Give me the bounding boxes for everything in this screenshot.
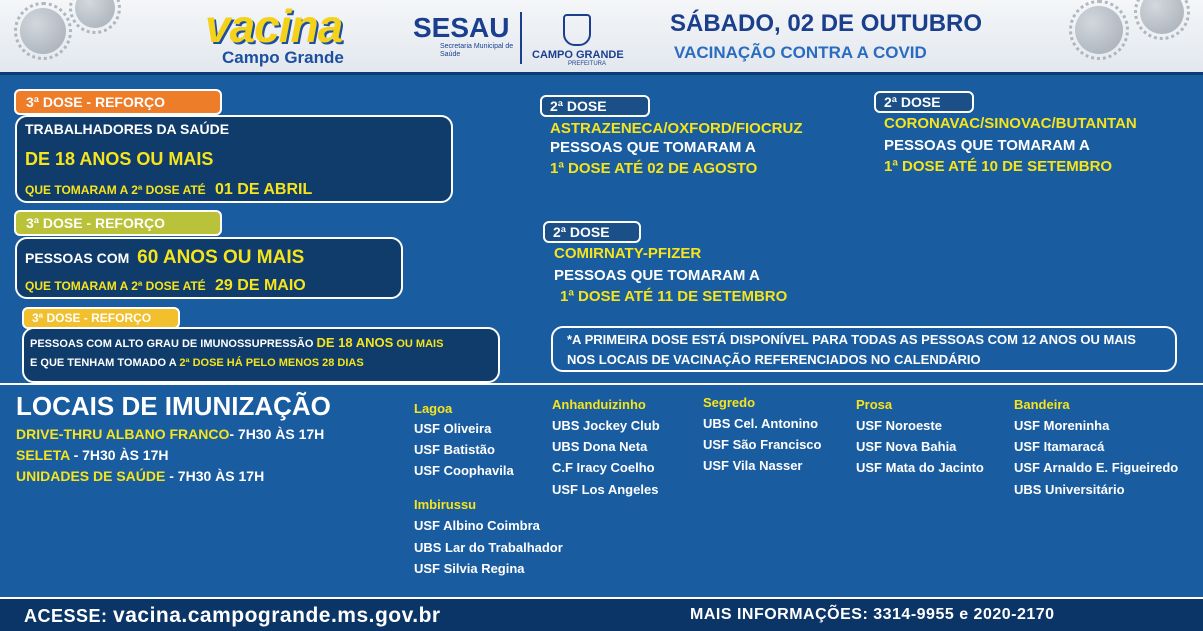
dose2-astra-vaccine: ASTRAZENECA/OXFORD/FIOCRUZ [550,120,803,137]
sesau-subtitle: Secretaria Municipal de Saúde [440,43,514,58]
locais-seleta [16,447,169,463]
region-imbirussu: Imbirussu [414,497,477,512]
header-banner [0,0,1203,72]
unit-item: USF Mata do Jacinto [856,460,984,475]
note-line1: *A PRIMEIRA DOSE ESTÁ DISPONÍVEL PARA TODAS AS PESSOAS COM 12 ANOS OU MAIS [567,332,1136,347]
dose2-corona-line1: PESSOAS QUE TOMARAM A [884,137,1090,154]
dose3-a-line2: DE 18 ANOS OU MAIS [25,149,214,169]
unit-item: UBS Lar do Trabalhador [414,540,563,555]
unit-item: USF Moreninha [1014,418,1110,433]
region-anhanduizinho: Anhanduizinho [552,397,646,412]
locais-unidades-time: - 7H30 ÀS 17H [169,468,265,484]
unit-item: USF Los Angeles [552,482,659,497]
dose2-tag-pfizer: 2ª DOSE [543,221,641,243]
main-panel [0,72,1203,631]
locais-unidades [16,468,264,484]
dose3-b-line2-date: 29 DE MAIO [215,277,306,294]
dose3-b-line1-pre: PESSOAS COM [25,250,130,266]
unit-item: UBS Dona Neta [552,439,648,454]
unit-item: USF Silvia Regina [414,561,525,576]
unit-item: USF Oliveira [414,421,492,436]
dose2-pfizer-line1: PESSOAS QUE TOMARAM A [554,267,760,284]
virus-decoration-right-2 [1140,0,1184,34]
locais-unidades-name: UNIDADES DE SAÚDE [16,468,166,484]
dose3-b-line1-hl: 60 ANOS OU MAIS [137,247,305,268]
sesau-logo: SESAU [413,12,510,43]
dose3-c-line1-pre: PESSOAS COM ALTO GRAU DE IMUNOSSUPRESSÃO [30,338,314,350]
footer-access [24,604,441,628]
prefeitura-label: PREFEITURA [568,61,607,67]
footer-url-link[interactable]: vacina.campogrande.ms.gov.br [113,604,441,627]
dose3-c-line1-post: OU MAIS [396,338,444,350]
footer-info [690,606,1055,624]
region-bandeira: Bandeira [1014,397,1070,412]
locais-seleta-time: - 7H30 ÀS 17H [73,447,169,463]
region-lagoa: Lagoa [414,401,453,416]
dose3-a-line3-date: 01 DE ABRIL [215,181,313,198]
dose3-box-60plus [15,237,403,299]
section-divider [0,383,1203,385]
dose2-tag-astrazeneca: 2ª DOSE [540,95,650,117]
locais-drive [16,426,324,442]
footer-phones: 3314-9955 e 2020-2170 [873,606,1055,623]
locais-drive-time: - 7H30 ÀS 17H [229,426,325,442]
dose3-c-line2-pre: E QUE TENHAM TOMADO A [30,357,177,369]
dose2-pfizer-line2: 1ª DOSE ATÉ 11 DE SETEMBRO [560,288,788,305]
unit-item: C.F Iracy Coelho [552,460,655,475]
unit-item: USF Arnaldo E. Figueiredo [1014,460,1179,475]
dose3-b-line1 [25,247,304,269]
unit-item: USF Nova Bahia [856,439,957,454]
region-prosa: Prosa [856,397,893,412]
dose3-a-line1: TRABALHADORES DA SAÚDE [25,121,230,137]
unit-item: USF Noroeste [856,418,942,433]
vacina-logo: vacina [205,0,343,52]
dose3-c-line2-hl: 2ª DOSE HÁ PELO MENOS 28 DIAS [179,357,364,369]
dose3-a-line3 [25,181,312,199]
dose2-astra-line2: 1ª DOSE ATÉ 02 DE AGOSTO [550,160,758,177]
dose3-b-line2-pre: QUE TOMARAM A 2ª DOSE ATÉ [25,279,206,293]
dose2-tag-coronavac: 2ª DOSE [874,91,974,113]
dose3-a-line3-pre: QUE TOMARAM A 2ª DOSE ATÉ [25,183,206,197]
page-date: SÁBADO, 02 DE OUTUBRO [670,10,983,37]
unit-item: USF Coophavila [414,463,514,478]
unit-item: USF São Francisco [703,437,822,452]
note-line2: NOS LOCAIS DE VACINAÇÃO REFERENCIADOS NO CALENDÁRIO [567,352,981,367]
dose3-c-line1 [30,335,443,350]
vacina-logo-city: Campo Grande [222,48,344,67]
dose3-tag-60plus: 3ª DOSE - REFORÇO [14,210,222,236]
unit-item: UBS Cel. Antonino [703,416,819,431]
dose3-tag-immuno: 3ª DOSE - REFORÇO [22,307,180,329]
unit-item: USF Vila Nasser [703,458,803,473]
locais-title: LOCAIS DE IMUNIZAÇÃO [16,391,331,421]
unit-item: USF Itamaracá [1014,439,1105,454]
unit-item: UBS Jockey Club [552,418,660,433]
dose2-astra-line1: PESSOAS QUE TOMARAM A [550,139,756,156]
logo-divider [520,12,522,64]
dose3-box-health-workers [15,115,453,203]
unit-item: UBS Universitário [1014,482,1125,497]
first-dose-note [551,326,1177,372]
unit-item: USF Albino Coimbra [414,518,540,533]
dose3-c-line1-hl: DE 18 ANOS [316,335,394,350]
footer-bar [0,597,1203,631]
locais-drive-name: DRIVE-THRU ALBANO FRANCO [16,426,230,442]
dose3-c-line2 [30,357,364,369]
unit-item: USF Batistão [414,442,495,457]
dose3-b-line2 [25,277,306,295]
page-subtitle: VACINAÇÃO CONTRA A COVID [674,43,927,62]
dose2-pfizer-vaccine: COMIRNATY-PFIZER [554,245,702,262]
city-emblem-icon [563,14,591,46]
prefeitura-name: CAMPO GRANDE [532,49,624,61]
footer-access-label: ACESSE: [24,606,108,626]
locais-seleta-name: SELETA [16,447,70,463]
dose3-tag-health-workers: 3ª DOSE - REFORÇO [14,89,222,115]
dose2-corona-vaccine: CORONAVAC/SINOVAC/BUTANTAN [884,115,1137,132]
dose2-corona-line2: 1ª DOSE ATÉ 10 DE SETEMBRO [884,158,1113,175]
footer-info-label: MAIS INFORMAÇÕES: [690,606,869,623]
dose3-box-immuno [22,327,500,383]
virus-decoration-left-2 [75,0,115,28]
virus-decoration-left [20,8,66,54]
virus-decoration-right [1075,6,1123,54]
region-segredo: Segredo [703,395,756,410]
